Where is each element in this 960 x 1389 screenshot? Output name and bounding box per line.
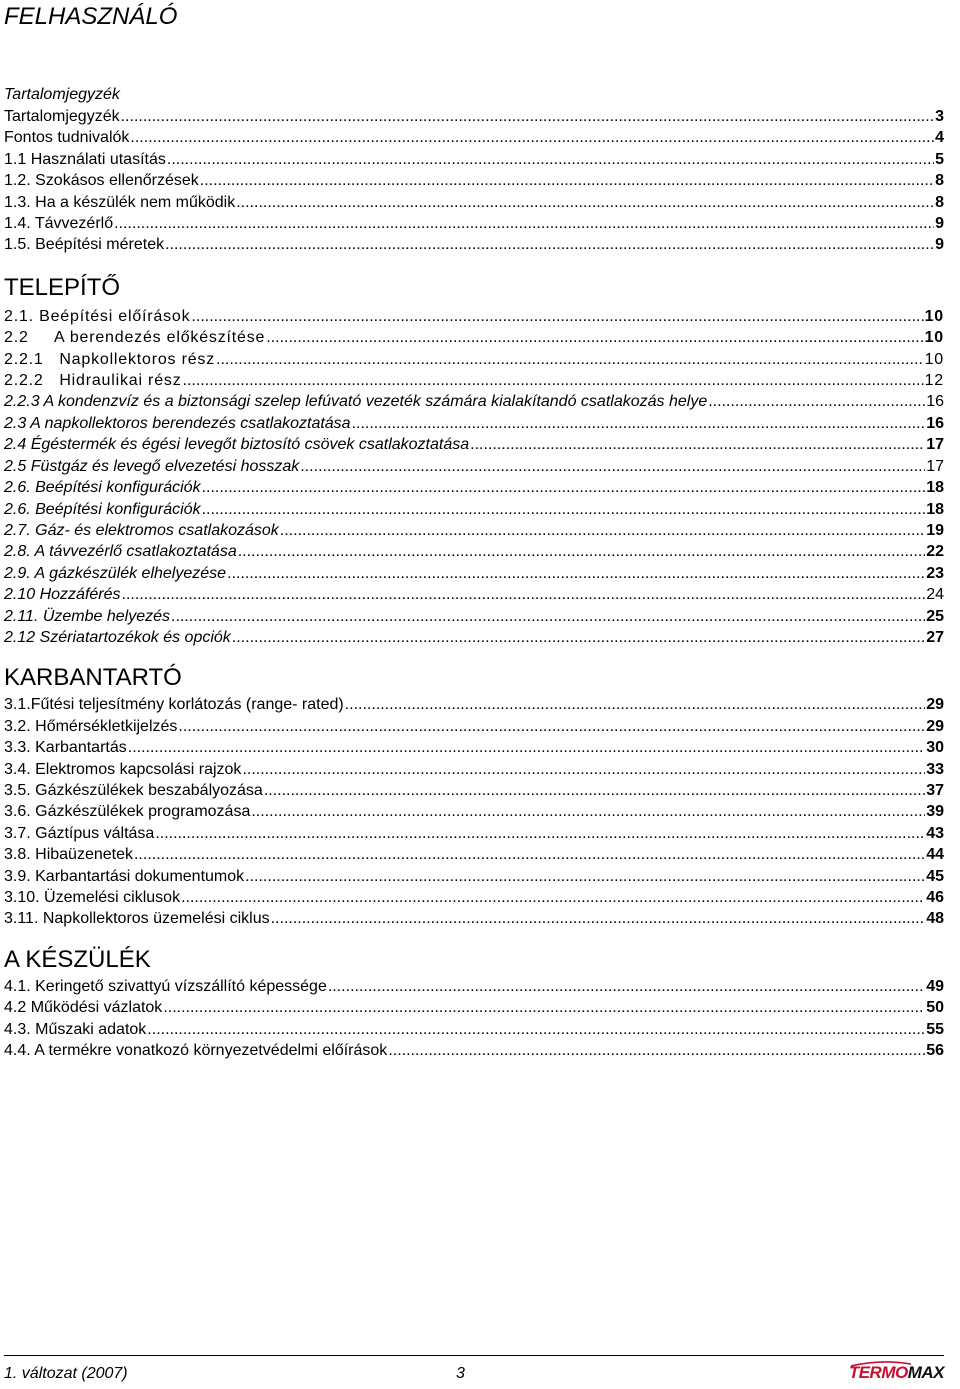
toc-entry[interactable]: 3.3. Karbantartás ..... 30 (4, 737, 944, 758)
termomax-logo (849, 1361, 944, 1385)
section-heading-installer: TELEPÍTŐ (4, 273, 121, 301)
toc-entry[interactable]: 1.4. Távvezérlő ..... 9 (4, 213, 944, 234)
toc-entry[interactable]: 2.12 Szériatartozékok és opciók ..... 27 (4, 627, 944, 648)
toc-group-4 (4, 976, 944, 1062)
page-title: FELHASZNÁLÓ (4, 3, 178, 30)
toc-entry[interactable]: 2.2.3 A kondenzvíz és a biztonsági szelep lefúvató vezeték számára kialakítandó csatlakozás helye ..... 16 (4, 391, 944, 412)
toc-entry[interactable]: 2.1. Beépítési előírások ..... 10 (4, 306, 944, 327)
section-heading-appliance: A KÉSZÜLÉK (4, 945, 151, 973)
toc-entry[interactable]: 1.2. Szokásos ellenőrzések ..... 8 (4, 170, 944, 191)
toc-entry[interactable]: 4.4. A termékre vonatkozó környezetvédelmi előírások ..... 56 (4, 1040, 944, 1061)
toc-entry[interactable]: 3.10. Üzemelési ciklusok ..... 46 (4, 887, 944, 908)
page-footer (4, 1355, 944, 1385)
toc-entry[interactable]: 1.5. Beépítési méretek ..... 9 (4, 234, 944, 255)
toc-entry[interactable]: Fontos tudnivalók ..... 4 (4, 127, 944, 148)
toc-entry[interactable]: 2.11. Üzembe helyezés ..... 25 (4, 606, 944, 627)
toc-entry[interactable]: 2.7. Gáz- és elektromos csatlakozások ..... 19 (4, 520, 944, 541)
toc-entry[interactable]: 3.11. Napkollektoros üzemelési ciklus ..... 48 (4, 908, 944, 929)
footer-version: 1. változat (2007) (4, 1365, 128, 1382)
footer-page-number: 3 (456, 1365, 465, 1382)
toc-entry[interactable]: 1.3. Ha a készülék nem működik ..... 8 (4, 192, 944, 213)
toc-entry[interactable]: 1.1 Használati utasítás ..... 5 (4, 149, 944, 170)
toc-entry[interactable]: 2.2.2 Hidraulikai rész ..... 12 (4, 370, 944, 391)
toc-entry[interactable]: 2.4 Égéstermék és égési levegőt biztosító csövek csatlakoztatása ..... 17 (4, 434, 944, 455)
section-heading-maintainer: KARBANTARTÓ (4, 664, 182, 692)
footer-divider (4, 1355, 944, 1356)
toc-entry[interactable]: Tartalomjegyzék ..... 3 (4, 106, 944, 127)
toc-entry[interactable]: 2.9. A gázkészülék elhelyezése ..... 23 (4, 563, 944, 584)
toc-entry[interactable]: 2.3 A napkollektoros berendezés csatlakoztatása ..... 16 (4, 413, 944, 434)
toc-title: Tartalomjegyzék (4, 86, 120, 103)
toc-entry[interactable]: 3.4. Elektromos kapcsolási rajzok ..... 33 (4, 759, 944, 780)
toc-entry[interactable]: 4.2 Működési vázlatok ..... 50 (4, 997, 944, 1018)
toc-entry[interactable]: 3.8. Hibaüzenetek ..... 44 (4, 844, 944, 865)
toc-entry[interactable]: 2.8. A távvezérlő csatlakoztatása ..... 22 (4, 541, 944, 562)
document-page (4, 0, 944, 1061)
toc-entry[interactable]: 3.7. Gáztípus váltása ..... 43 (4, 823, 944, 844)
toc-entry[interactable]: 3.1.Fűtési teljesítmény korlátozás (range- rated) ..... 29 (4, 694, 944, 715)
logo-text-termo: TERMO (848, 1363, 908, 1382)
toc-group-1 (4, 106, 944, 256)
toc-entry[interactable]: 2.10 Hozzáférés ..... 24 (4, 584, 944, 605)
toc-entry[interactable]: 4.1. Keringető szivattyú vízszállító képessége ..... 49 (4, 976, 944, 997)
toc-entry[interactable]: 3.5. Gázkészülékek beszabályozása ..... 37 (4, 780, 944, 801)
toc-entry[interactable]: 2.6. Beépítési konfigurációk ..... 18 (4, 499, 944, 520)
toc-entry[interactable]: 3.6. Gázkészülékek programozása ..... 39 (4, 801, 944, 822)
toc-entry[interactable]: 3.2. Hőmérsékletkijelzés ..... 29 (4, 716, 944, 737)
toc-group-2 (4, 306, 944, 649)
toc-entry[interactable]: 2.6. Beépítési konfigurációk ..... 18 (4, 477, 944, 498)
toc-group-3 (4, 694, 944, 929)
logo-swoosh-icon (851, 1361, 911, 1367)
toc-entry[interactable]: 3.9. Karbantartási dokumentumok ..... 45 (4, 866, 944, 887)
toc-entry[interactable]: 2.2 A berendezés előkészítése ..... 10 (4, 327, 944, 348)
toc-entry[interactable]: 2.2.1 Napkollektoros rész ..... 10 (4, 349, 944, 370)
logo-text-max: MAX (907, 1363, 944, 1382)
toc-entry[interactable]: 4.3. Műszaki adatok ..... 55 (4, 1019, 944, 1040)
toc-entry[interactable]: 2.5 Füstgáz és levegő elvezetési hosszak ..... 17 (4, 456, 944, 477)
